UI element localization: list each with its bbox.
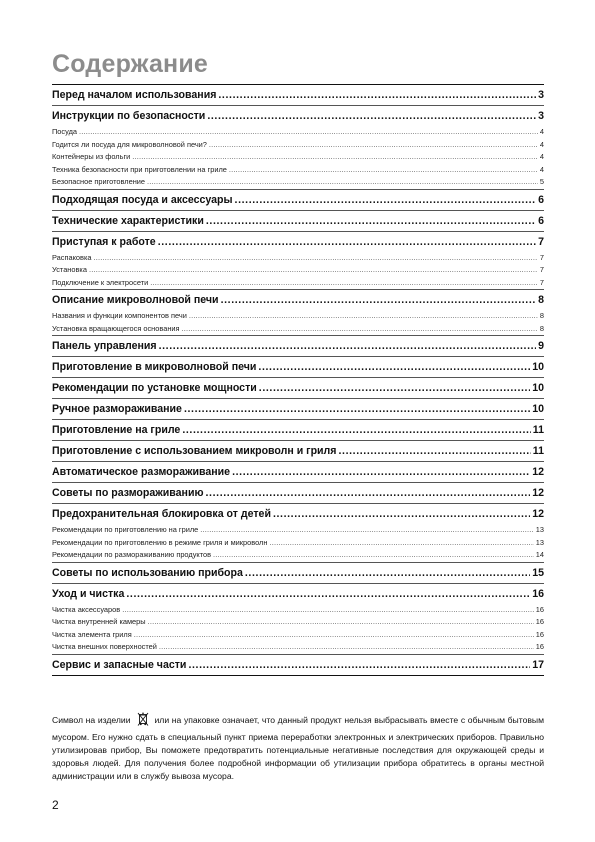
- crossed-out-wheelie-bin-icon: [137, 712, 149, 731]
- toc-leader-dots: [221, 290, 537, 310]
- table-of-contents: [52, 84, 544, 676]
- toc-entry-page: 16: [532, 587, 544, 600]
- toc-subsection-row: [52, 151, 544, 164]
- toc-subsection-row: [52, 176, 544, 189]
- toc-entry-page: 7: [539, 277, 544, 287]
- toc-leader-dots: [122, 604, 534, 617]
- toc-entry-label: Рекомендации по приготовлению на гриле: [52, 525, 199, 534]
- toc-subsection-row: [52, 310, 544, 323]
- toc-leader-dots: [93, 252, 537, 265]
- toc-section-row: [52, 398, 544, 419]
- toc-entry-label: Инструкции по безопасности: [52, 110, 206, 122]
- toc-leader-dots: [213, 549, 534, 562]
- toc-leader-dots: [258, 357, 530, 377]
- toc-leader-dots: [159, 336, 537, 356]
- toc-entry-label: Советы по размораживанию: [52, 487, 204, 499]
- toc-entry-label: Приготовление с использованием микроволн и гриля: [52, 445, 337, 457]
- toc-entry-label: Описание микроволновой печи: [52, 294, 219, 306]
- toc-leader-dots: [89, 264, 538, 277]
- toc-subsection-row: [52, 629, 544, 642]
- toc-leader-dots: [209, 139, 538, 152]
- toc-section-row: [52, 562, 544, 583]
- toc-entry-page: 13: [535, 537, 544, 547]
- toc-entry-page: 8: [539, 323, 544, 333]
- toc-leader-dots: [338, 441, 530, 461]
- toc-leader-dots: [207, 106, 536, 126]
- toc-leader-dots: [147, 176, 538, 189]
- toc-subsection-row: [52, 139, 544, 152]
- toc-section-row: [52, 377, 544, 398]
- page-number: 2: [52, 798, 59, 812]
- toc-entry-page: 6: [538, 214, 544, 227]
- toc-section-row: [52, 84, 544, 105]
- toc-entry-page: 12: [532, 508, 544, 520]
- toc-leader-dots: [273, 504, 530, 524]
- toc-leader-dots: [232, 462, 530, 482]
- toc-entry-label: Названия и функции компонентов печи: [52, 311, 187, 320]
- toc-entry-label: Перед началом использования: [52, 89, 217, 101]
- toc-section-row: [52, 189, 544, 210]
- toc-leader-dots: [259, 378, 530, 398]
- toc-subsection-row: [52, 164, 544, 177]
- toc-entry-page: 16: [535, 642, 544, 651]
- toc-entry-page: 9: [538, 340, 544, 352]
- disposal-note-body: или на упаковке означает, что данный продукт нельзя выбрасывать вместе с обычным бытовым мусором. Его нужно сдать в специальный пункт приема переработки электронных и электрических приборов. Правильно утилизировав прибор, Вы поможете предотвратить потенциальные негативные последствия для окружающей среды и здоровья людей. Для получения более подробной информации об утилизации прибора обратитесь в органы местной администрации или в службу вывоза мусора.: [52, 715, 545, 781]
- toc-entry-page: 3: [538, 110, 544, 122]
- toc-entry-label: Автоматическое размораживание: [52, 466, 231, 478]
- toc-subsection-row: [52, 641, 544, 654]
- toc-leader-dots: [79, 126, 538, 139]
- toc-entry-label: Чистка аксессуаров: [52, 604, 121, 614]
- toc-section-row: [52, 654, 544, 676]
- toc-entry-label: Технические характеристики: [52, 214, 204, 227]
- toc-section-row: [52, 210, 544, 231]
- toc-entry-page: 4: [539, 152, 544, 161]
- toc-entry-label: Установка вращающегося основания: [52, 323, 180, 333]
- toc-entry-label: Ручное размораживание: [52, 403, 182, 415]
- toc-entry-label: Чистка внутренней камеры: [52, 617, 146, 626]
- toc-subsection-row: [52, 264, 544, 277]
- toc-entry-label: Годится ли посуда для микроволновой печи?: [52, 139, 207, 149]
- toc-subsection-row: [52, 323, 544, 336]
- toc-entry-page: 16: [535, 604, 544, 614]
- toc-leader-dots: [235, 190, 537, 210]
- toc-entry-page: 12: [532, 466, 544, 478]
- toc-entry-page: 10: [532, 403, 544, 415]
- toc-entry-page: 3: [538, 89, 544, 101]
- toc-leader-dots: [182, 323, 538, 336]
- toc-entry-label: Установка: [52, 265, 87, 274]
- toc-entry-label: Контейнеры из фольги: [52, 152, 131, 161]
- toc-section-row: [52, 419, 544, 440]
- toc-entry-page: 7: [539, 265, 544, 274]
- toc-leader-dots: [150, 277, 538, 290]
- toc-entry-label: Советы по использованию прибора: [52, 566, 243, 579]
- toc-entry-page: 14: [535, 550, 544, 559]
- toc-entry-label: Чистка внешних поверхностей: [52, 642, 157, 651]
- toc-entry-page: 13: [535, 525, 544, 534]
- toc-entry-label: Посуда: [52, 127, 77, 136]
- toc-section-row: [52, 503, 544, 524]
- toc-leader-dots: [134, 629, 534, 642]
- toc-entry-page: 16: [535, 629, 544, 639]
- toc-leader-dots: [269, 537, 533, 550]
- toc-entry-page: 5: [539, 177, 544, 186]
- toc-entry-label: Распаковка: [52, 252, 92, 262]
- toc-subsection-row: [52, 604, 544, 617]
- toc-leader-dots: [159, 641, 534, 654]
- toc-entry-label: Приступая к работе: [52, 235, 156, 248]
- toc-section-row: [52, 335, 544, 356]
- toc-entry-page: 15: [532, 566, 544, 579]
- toc-entry-label: Безопасное приготовление: [52, 177, 146, 186]
- toc-leader-dots: [182, 420, 530, 440]
- toc-entry-page: 4: [539, 164, 544, 174]
- toc-entry-page: 12: [532, 487, 544, 499]
- toc-leader-dots: [218, 85, 536, 105]
- toc-entry-page: 7: [538, 235, 544, 248]
- toc-leader-dots: [245, 563, 530, 583]
- toc-section-row: [52, 231, 544, 252]
- toc-leader-dots: [189, 310, 538, 323]
- toc-entry-page: 17: [532, 658, 544, 671]
- toc-section-row: [52, 583, 544, 604]
- toc-entry-page: 11: [532, 424, 544, 436]
- toc-entry-page: 16: [535, 617, 544, 626]
- toc-leader-dots: [184, 399, 530, 419]
- toc-subsection-row: [52, 252, 544, 265]
- toc-entry-label: Техника безопасности при приготовлении на гриле: [52, 164, 227, 174]
- toc-entry-page: 4: [539, 139, 544, 149]
- toc-entry-label: Чистка элемента гриля: [52, 629, 132, 639]
- toc-entry-page: 11: [532, 445, 544, 457]
- toc-section-row: [52, 482, 544, 503]
- toc-entry-label: Рекомендации по приготовлению в режиме гриля и микроволн: [52, 537, 268, 547]
- toc-entry-page: 8: [538, 294, 544, 306]
- toc-leader-dots: [206, 483, 531, 503]
- toc-entry-page: 6: [538, 193, 544, 206]
- toc-leader-dots: [132, 151, 538, 164]
- toc-entry-label: Подходящая посуда и аксессуары: [52, 193, 233, 206]
- page-title: Содержание: [52, 50, 209, 78]
- toc-entry-label: Рекомендации по установке мощности: [52, 382, 257, 394]
- toc-subsection-row: [52, 537, 544, 550]
- toc-entry-label: Панель управления: [52, 340, 157, 352]
- toc-entry-page: 7: [539, 252, 544, 262]
- toc-entry-page: 10: [532, 361, 544, 373]
- toc-entry-label: Уход и чистка: [52, 587, 125, 600]
- toc-entry-label: Рекомендации по размораживанию продуктов: [52, 550, 212, 559]
- toc-subsection-row: [52, 126, 544, 139]
- toc-entry-label: Приготовление на гриле: [52, 424, 181, 436]
- toc-subsection-row: [52, 616, 544, 629]
- toc-entry-label: Приготовление в микроволновой печи: [52, 361, 257, 373]
- toc-section-row: [52, 289, 544, 310]
- toc-section-row: [52, 105, 544, 126]
- toc-subsection-row: [52, 524, 544, 537]
- toc-leader-dots: [126, 584, 530, 604]
- toc-entry-page: 8: [539, 311, 544, 320]
- toc-entry-label: Предохранительная блокировка от детей: [52, 508, 271, 520]
- toc-entry-page: 10: [532, 382, 544, 394]
- toc-subsection-row: [52, 277, 544, 290]
- toc-section-row: [52, 461, 544, 482]
- toc-section-row: [52, 356, 544, 377]
- toc-leader-dots: [200, 524, 533, 537]
- toc-section-row: [52, 440, 544, 461]
- toc-entry-label: Подключение к электросети: [52, 277, 149, 287]
- toc-entry-page: 4: [539, 127, 544, 136]
- toc-leader-dots: [148, 616, 534, 629]
- toc-leader-dots: [229, 164, 538, 177]
- disposal-note: [52, 712, 544, 783]
- toc-entry-label: Сервис и запасные части: [52, 658, 187, 671]
- toc-leader-dots: [158, 232, 536, 252]
- toc-leader-dots: [188, 655, 530, 675]
- toc-subsection-row: [52, 549, 544, 562]
- disposal-note-lead: Символ на изделии: [52, 715, 131, 725]
- toc-leader-dots: [206, 211, 536, 231]
